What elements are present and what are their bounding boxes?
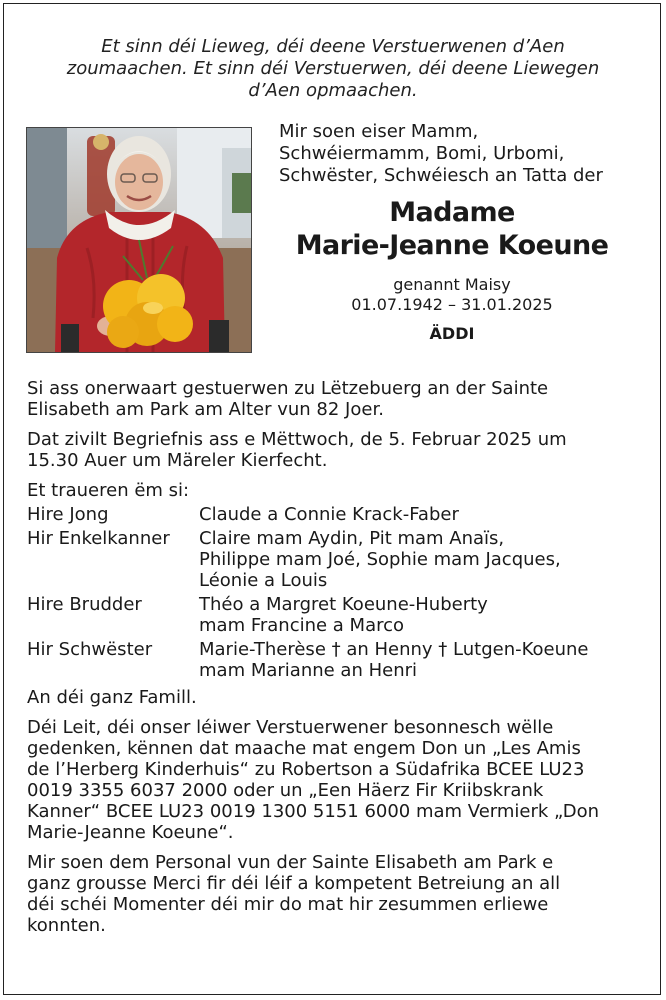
family-name-line: mam Marianne an Henri	[199, 660, 418, 681]
family-relation: Hire Brudder	[27, 594, 142, 615]
intro-line: Schwëster, Schwéiesch an Tatta der	[279, 165, 603, 186]
text-line: déi schéi Momenter déi mir do mat hir zesummen erliewe	[27, 894, 549, 915]
family-relation: Hire Jong	[27, 504, 109, 525]
family-row	[27, 594, 639, 636]
mourners-intro: Et traueren ëm si:	[27, 480, 190, 501]
family-name-line: Claire mam Aydin, Pit mam Anaïs,	[199, 528, 505, 549]
farewell-word: ÄDDI	[429, 324, 475, 343]
intro-line: Mir soen eiser Mamm,	[279, 121, 479, 142]
deceased-title: Madame	[389, 197, 515, 228]
life-dates: 01.07.1942 – 31.01.2025	[351, 295, 553, 314]
quote-line: d’Aen opmaachen.	[248, 80, 418, 101]
quote-line: Et sinn déi Lieweg, déi deene Verstuerwenen d’Aen	[101, 36, 565, 57]
family-names	[199, 639, 639, 681]
text-line: Mir soen dem Personal vun der Sainte Elisabeth am Park e	[27, 852, 554, 873]
portrait-photo	[26, 127, 252, 353]
portrait-illustration	[27, 128, 251, 352]
deceased-nickname: genannt Maisy	[393, 275, 511, 294]
intro-line: Schwéiermamm, Bomi, Urbomi,	[279, 143, 565, 164]
family-row	[27, 504, 639, 525]
whole-family-line: An déi ganz Famill.	[27, 687, 197, 708]
text-line: Marie-Jeanne Koeune“.	[27, 822, 234, 843]
quote-line: zoumaachen. Et sinn déi Verstuerwen, déi deene Liewegen	[66, 58, 600, 79]
text-line: konnten.	[27, 915, 106, 936]
family-row	[27, 639, 639, 681]
family-row	[27, 528, 639, 591]
notice-body	[27, 378, 639, 936]
text-line: gedenken, kënnen dat maache mat engem Don un „Les Amis	[27, 738, 581, 759]
donation-paragraph	[27, 717, 639, 843]
memorial-quote	[40, 36, 626, 102]
family-name-line: Philippe mam Joé, Sophie mam Jacques,	[199, 549, 561, 570]
text-line: de l’Herberg Kinderhuis“ zu Robertson a Südafrika BCEE LU23	[27, 759, 585, 780]
intro-text	[279, 121, 639, 187]
text-line: ganz grousse Merci fir déi léif a kompetent Betreiung an all	[27, 873, 561, 894]
family-name-line: mam Francine a Marco	[199, 615, 405, 636]
family-relation: Hir Enkelkanner	[27, 528, 170, 549]
text-line: Déi Leit, déi onser léiwer Verstuerwener besonnesch wëlle	[27, 717, 554, 738]
text-line: Elisabeth am Park am Alter vun 82 Joer.	[27, 399, 384, 420]
text-line: 0019 3355 6037 2000 oder un „Een Häerz Fir Kriibskrank	[27, 780, 544, 801]
death-paragraph	[27, 378, 639, 420]
text-line: Kanner“ BCEE LU23 0019 1300 5151 6000 mam Vermierk „Don	[27, 801, 599, 822]
family-name-line: Théo a Margret Koeune-Huberty	[199, 594, 488, 615]
family-name-line: Marie-Therèse † an Henny † Lutgen-Koeune	[199, 639, 589, 660]
text-line: 15.30 Auer um Märeler Kierfecht.	[27, 450, 328, 471]
funeral-paragraph	[27, 429, 639, 471]
deceased-block	[266, 196, 638, 344]
family-name-line: Léonie a Louis	[199, 570, 328, 591]
thanks-paragraph	[27, 852, 639, 936]
family-names	[199, 528, 639, 591]
text-line: Dat zivilt Begriefnis ass e Mëttwoch, de 5. Februar 2025 um	[27, 429, 567, 450]
family-name-line: Claude a Connie Krack-Faber	[199, 504, 459, 525]
family-names	[199, 594, 639, 636]
family-relation: Hir Schwëster	[27, 639, 153, 660]
deceased-name: Marie-Jeanne Koeune	[295, 230, 609, 261]
family-names	[199, 504, 639, 525]
text-line: Si ass onerwaart gestuerwen zu Lëtzebuerg an der Sainte	[27, 378, 549, 399]
